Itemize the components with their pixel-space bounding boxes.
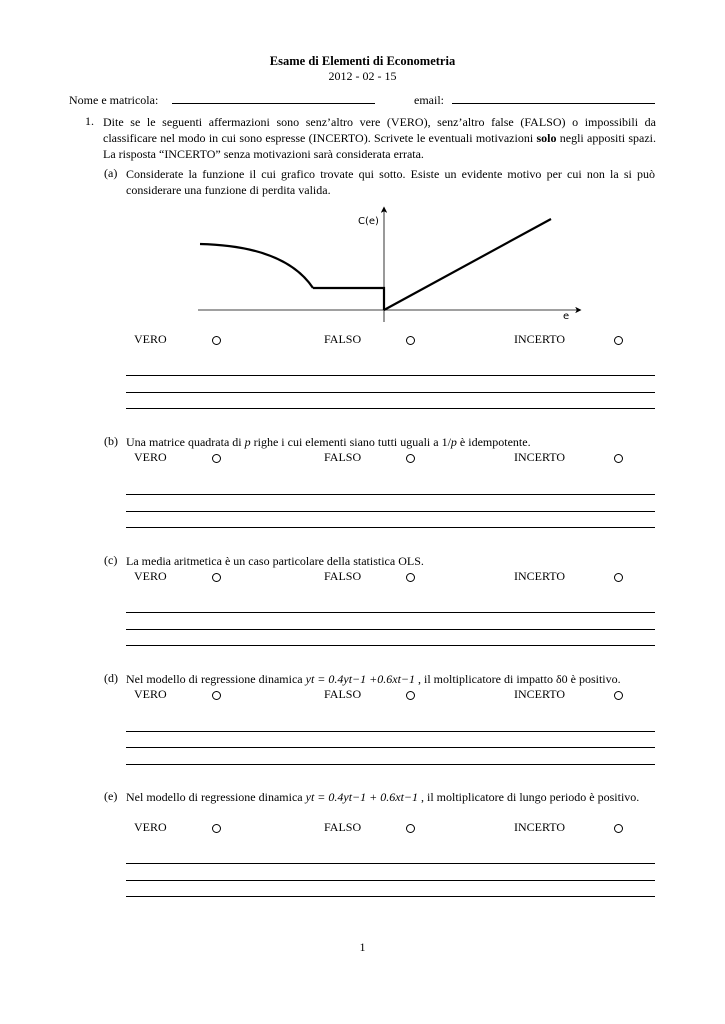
item-e-label: (e) <box>104 789 118 803</box>
radio-vero-e[interactable] <box>212 824 221 833</box>
exam-title: Esame di Elementi di Econometria <box>269 54 456 68</box>
loss-function-graph <box>190 200 590 325</box>
answer-line-c2[interactable] <box>126 629 655 630</box>
item-c-text: La media aritmetica è un caso particolare della statistica OLS. <box>126 554 424 568</box>
exam-date: 2012 - 02 - 15 <box>328 69 397 83</box>
item-b-text: Una matrice quadrata di p righe i cui elementi siano tutti uguali a 1/p è idempotente. <box>126 435 531 449</box>
answer-line-d2[interactable] <box>126 747 655 748</box>
email-field[interactable] <box>452 103 655 104</box>
option-incerto-e: INCERTO <box>514 820 566 834</box>
question-intro: Dite se le seguenti affermazioni sono senz’altro vere (VERO), senz’altro false (FALSO) o impossibili da classificare nel modo in cui sono espresse (INCERTO). Scrivete le eventuali motivazioni solo negli appositi spazi. La risposta “INCERTO” senza motivazioni sarà considerata errata. <box>103 115 656 161</box>
option-falso-d: FALSO <box>324 687 362 701</box>
answer-line-b2[interactable] <box>126 511 655 512</box>
radio-vero-c[interactable] <box>212 573 221 582</box>
answer-line-a2[interactable] <box>126 392 655 393</box>
option-vero-d: VERO <box>134 687 167 701</box>
answer-line-a1[interactable] <box>126 375 655 376</box>
name-field[interactable] <box>172 103 375 104</box>
radio-vero-b[interactable] <box>212 454 221 463</box>
option-incerto-a: INCERTO <box>514 332 566 346</box>
x-axis-label: e <box>563 311 570 322</box>
option-incerto-b: INCERTO <box>514 450 566 464</box>
option-vero-c: VERO <box>134 569 167 583</box>
radio-falso-a[interactable] <box>406 336 415 345</box>
option-incerto-d: INCERTO <box>514 687 566 701</box>
radio-incerto-a[interactable] <box>614 336 623 345</box>
option-falso-b: FALSO <box>324 450 362 464</box>
radio-falso-e[interactable] <box>406 824 415 833</box>
email-label: email: <box>414 93 444 107</box>
answer-line-e2[interactable] <box>126 880 655 881</box>
option-falso-a: FALSO <box>324 332 362 346</box>
item-a-text: Considerate la funzione il cui grafico trovate qui sotto. Esiste un evidente motivo per cui non la si può considerare una funzione di perdita valida. <box>126 167 655 197</box>
answer-line-e1[interactable] <box>126 863 655 864</box>
answer-line-d3[interactable] <box>126 764 655 765</box>
option-falso-c: FALSO <box>324 569 362 583</box>
radio-vero-a[interactable] <box>212 336 221 345</box>
option-falso-e: FALSO <box>324 820 362 834</box>
flat-segment <box>313 288 384 310</box>
answer-line-b1[interactable] <box>126 494 655 495</box>
page-number: 1 <box>359 940 366 954</box>
radio-incerto-d[interactable] <box>614 691 623 700</box>
item-e-text: Nel modello di regressione dinamica yt = 0.4yt−1 + 0.6xt−1 , il moltiplicatore di lungo periodo è positivo. <box>126 790 640 804</box>
name-label: Nome e matricola: <box>69 93 159 107</box>
answer-line-c3[interactable] <box>126 645 655 646</box>
answer-line-c1[interactable] <box>126 612 655 613</box>
bold-word: solo <box>536 131 557 145</box>
answer-line-d1[interactable] <box>126 731 655 732</box>
item-c-label: (c) <box>104 553 118 567</box>
option-vero-b: VERO <box>134 450 167 464</box>
equation-d: yt = 0.4yt−1 +0.6xt−1 <box>305 672 415 686</box>
item-a-label: (a) <box>104 166 118 180</box>
option-incerto-c: INCERTO <box>514 569 566 583</box>
y-axis-label: C(e) <box>358 216 379 227</box>
radio-incerto-b[interactable] <box>614 454 623 463</box>
answer-line-b3[interactable] <box>126 527 655 528</box>
question-number: 1. <box>85 114 94 128</box>
answer-line-a3[interactable] <box>126 408 655 409</box>
answer-line-e3[interactable] <box>126 896 655 897</box>
item-b-label: (b) <box>104 434 118 448</box>
equation-e: yt = 0.4yt−1 + 0.6xt−1 <box>305 790 418 804</box>
radio-vero-d[interactable] <box>212 691 221 700</box>
option-vero-e: VERO <box>134 820 167 834</box>
item-d-text: Nel modello di regressione dinamica yt = 0.4yt−1 +0.6xt−1 , il moltiplicatore di impatto δ0 è positivo. <box>126 672 621 686</box>
curve-segment <box>200 244 313 288</box>
radio-incerto-c[interactable] <box>614 573 623 582</box>
option-vero-a: VERO <box>134 332 167 346</box>
radio-incerto-e[interactable] <box>614 824 623 833</box>
rising-segment <box>384 219 551 310</box>
radio-falso-d[interactable] <box>406 691 415 700</box>
item-d-label: (d) <box>104 671 118 685</box>
radio-falso-b[interactable] <box>406 454 415 463</box>
radio-falso-c[interactable] <box>406 573 415 582</box>
